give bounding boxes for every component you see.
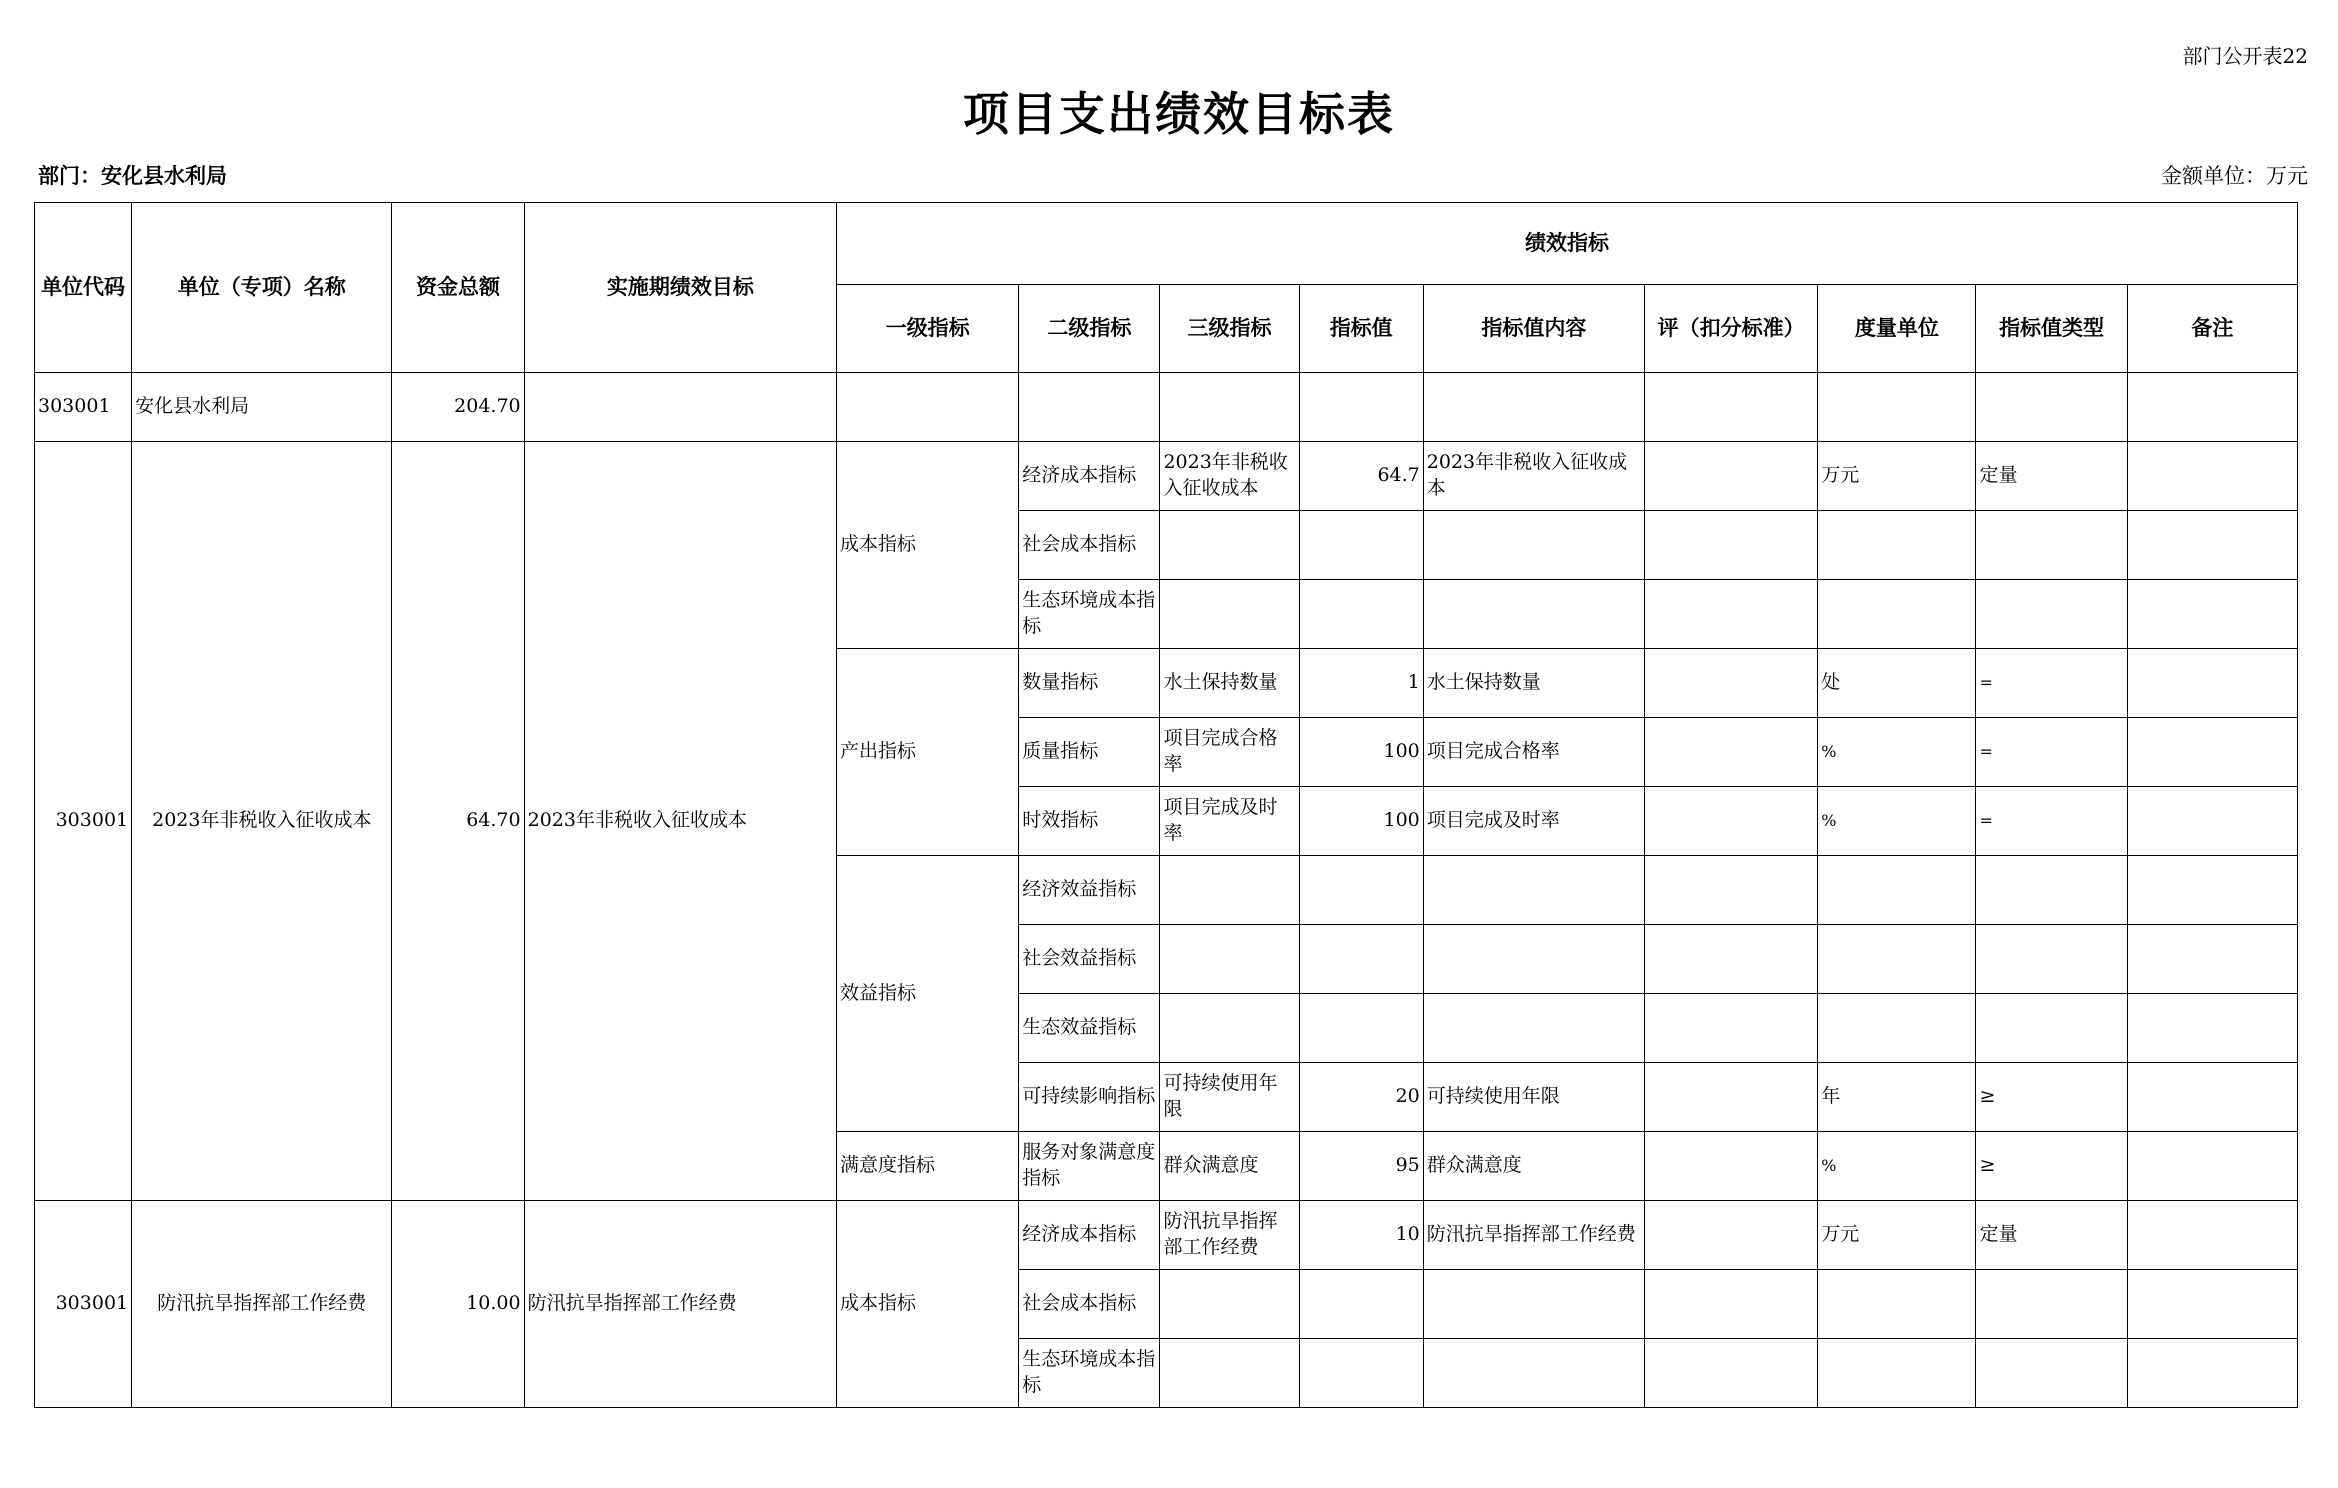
- remark-cell: [2127, 1270, 2297, 1339]
- level3-cell: [1160, 994, 1299, 1063]
- value-cell: 95: [1299, 1132, 1423, 1201]
- level1-cell: 成本指标: [837, 442, 1019, 649]
- empty-cell: [837, 373, 1019, 442]
- header-value: 指标值: [1299, 285, 1423, 373]
- measure-cell: 年: [1818, 1063, 1976, 1132]
- level3-cell: 项目完成合格率: [1160, 718, 1299, 787]
- measure-cell: %: [1818, 787, 1976, 856]
- summary-code: 303001: [35, 373, 132, 442]
- remark-cell: [2127, 994, 2297, 1063]
- project-goal: 防汛抗旱指挥部工作经费: [524, 1201, 836, 1408]
- measure-cell: [1818, 1339, 1976, 1408]
- level3-cell: 防汛抗旱指挥部工作经费: [1160, 1201, 1299, 1270]
- department-label: 部门：安化县水利局: [38, 163, 227, 188]
- vtype-cell: [1976, 1339, 2127, 1408]
- level3-cell: [1160, 925, 1299, 994]
- value-cell: [1299, 1270, 1423, 1339]
- header-name: 单位（专项）名称: [132, 203, 392, 373]
- vtype-cell: =: [1976, 787, 2127, 856]
- vtype-cell: =: [1976, 718, 2127, 787]
- level2-cell: 可持续影响指标: [1019, 1063, 1160, 1132]
- remark-cell: [2127, 580, 2297, 649]
- level3-cell: 可持续使用年限: [1160, 1063, 1299, 1132]
- content-cell: 防汛抗旱指挥部工作经费: [1423, 1201, 1644, 1270]
- measure-cell: 处: [1818, 649, 1976, 718]
- content-cell: [1423, 994, 1644, 1063]
- vtype-cell: [1976, 925, 2127, 994]
- level2-cell: 生态效益指标: [1019, 994, 1160, 1063]
- score-cell: [1645, 718, 1818, 787]
- project-code: 303001: [35, 442, 132, 1201]
- header-performance: 绩效指标: [837, 203, 2298, 285]
- empty-cell: [1019, 373, 1160, 442]
- score-cell: [1645, 787, 1818, 856]
- level3-cell: 2023年非税收入征收成本: [1160, 442, 1299, 511]
- header-total: 资金总额: [392, 203, 524, 373]
- header-level3: 三级指标: [1160, 285, 1299, 373]
- empty-cell: [1818, 373, 1976, 442]
- measure-cell: [1818, 925, 1976, 994]
- vtype-cell: =: [1976, 649, 2127, 718]
- remark-cell: [2127, 511, 2297, 580]
- level2-cell: 服务对象满意度指标: [1019, 1132, 1160, 1201]
- level2-cell: 经济效益指标: [1019, 856, 1160, 925]
- level3-cell: 水土保持数量: [1160, 649, 1299, 718]
- content-cell: 可持续使用年限: [1423, 1063, 1644, 1132]
- remark-cell: [2127, 1063, 2297, 1132]
- value-cell: [1299, 580, 1423, 649]
- level2-cell: 经济成本指标: [1019, 1201, 1160, 1270]
- vtype-cell: [1976, 1270, 2127, 1339]
- score-cell: [1645, 856, 1818, 925]
- score-cell: [1645, 1132, 1818, 1201]
- form-number: 部门公开表22: [2182, 44, 2308, 68]
- remark-cell: [2127, 442, 2297, 511]
- level1-cell: 成本指标: [837, 1201, 1019, 1408]
- project-total: 10.00: [392, 1201, 524, 1408]
- value-cell: 100: [1299, 787, 1423, 856]
- value-cell: [1299, 925, 1423, 994]
- header-remark: 备注: [2127, 285, 2297, 373]
- remark-cell: [2127, 787, 2297, 856]
- empty-cell: [2127, 373, 2297, 442]
- project-code: 303001: [35, 1201, 132, 1408]
- score-cell: [1645, 1339, 1818, 1408]
- level3-cell: [1160, 580, 1299, 649]
- remark-cell: [2127, 718, 2297, 787]
- level2-cell: 生态环境成本指标: [1019, 580, 1160, 649]
- empty-cell: [1299, 373, 1423, 442]
- remark-cell: [2127, 856, 2297, 925]
- remark-cell: [2127, 925, 2297, 994]
- level1-cell: 产出指标: [837, 649, 1019, 856]
- empty-cell: [1976, 373, 2127, 442]
- level2-cell: 社会成本指标: [1019, 511, 1160, 580]
- score-cell: [1645, 925, 1818, 994]
- project-total: 64.70: [392, 442, 524, 1201]
- content-cell: 项目完成合格率: [1423, 718, 1644, 787]
- vtype-cell: 定量: [1976, 1201, 2127, 1270]
- measure-cell: 万元: [1818, 442, 1976, 511]
- vtype-cell: [1976, 580, 2127, 649]
- vtype-cell: [1976, 511, 2127, 580]
- level3-cell: [1160, 856, 1299, 925]
- level2-cell: 时效指标: [1019, 787, 1160, 856]
- vtype-cell: [1976, 994, 2127, 1063]
- score-cell: [1645, 1063, 1818, 1132]
- value-cell: [1299, 994, 1423, 1063]
- vtype-cell: ≥: [1976, 1063, 2127, 1132]
- remark-cell: [2127, 1132, 2297, 1201]
- measure-cell: [1818, 511, 1976, 580]
- content-cell: [1423, 856, 1644, 925]
- level3-cell: [1160, 1270, 1299, 1339]
- header-score: 评（扣分标准）: [1645, 285, 1818, 373]
- score-cell: [1645, 580, 1818, 649]
- value-cell: [1299, 856, 1423, 925]
- level3-cell: [1160, 1339, 1299, 1408]
- empty-cell: [1423, 373, 1644, 442]
- header-level2: 二级指标: [1019, 285, 1160, 373]
- score-cell: [1645, 649, 1818, 718]
- level2-cell: 数量指标: [1019, 649, 1160, 718]
- header-vtype: 指标值类型: [1976, 285, 2127, 373]
- score-cell: [1645, 511, 1818, 580]
- measure-cell: [1818, 856, 1976, 925]
- value-cell: 64.7: [1299, 442, 1423, 511]
- vtype-cell: 定量: [1976, 442, 2127, 511]
- level2-cell: 生态环境成本指标: [1019, 1339, 1160, 1408]
- content-cell: [1423, 1270, 1644, 1339]
- empty-cell: [1645, 373, 1818, 442]
- empty-cell: [524, 373, 836, 442]
- content-cell: [1423, 580, 1644, 649]
- value-cell: 1: [1299, 649, 1423, 718]
- remark-cell: [2127, 1339, 2297, 1408]
- empty-cell: [1160, 373, 1299, 442]
- measure-cell: %: [1818, 718, 1976, 787]
- table-row: [35, 1201, 2298, 1270]
- page-title: 项目支出绩效目标表: [963, 87, 1395, 141]
- measure-cell: [1818, 580, 1976, 649]
- header-content: 指标值内容: [1423, 285, 1644, 373]
- content-cell: 项目完成及时率: [1423, 787, 1644, 856]
- header-code: 单位代码: [35, 203, 132, 373]
- header-goal: 实施期绩效目标: [524, 203, 836, 373]
- vtype-cell: ≥: [1976, 1132, 2127, 1201]
- score-cell: [1645, 1270, 1818, 1339]
- level2-cell: 社会效益指标: [1019, 925, 1160, 994]
- project-name: 防汛抗旱指挥部工作经费: [132, 1201, 392, 1408]
- value-cell: [1299, 1339, 1423, 1408]
- level2-cell: 社会成本指标: [1019, 1270, 1160, 1339]
- score-cell: [1645, 442, 1818, 511]
- header-measure: 度量单位: [1818, 285, 1976, 373]
- measure-cell: 万元: [1818, 1201, 1976, 1270]
- measure-cell: %: [1818, 1132, 1976, 1201]
- value-cell: 20: [1299, 1063, 1423, 1132]
- level2-cell: 经济成本指标: [1019, 442, 1160, 511]
- level1-cell: 效益指标: [837, 856, 1019, 1132]
- project-goal: 2023年非税收入征收成本: [524, 442, 836, 1201]
- remark-cell: [2127, 1201, 2297, 1270]
- project-name: 2023年非税收入征收成本: [132, 442, 392, 1201]
- content-cell: 水土保持数量: [1423, 649, 1644, 718]
- remark-cell: [2127, 649, 2297, 718]
- level3-cell: 项目完成及时率: [1160, 787, 1299, 856]
- content-cell: [1423, 925, 1644, 994]
- level3-cell: [1160, 511, 1299, 580]
- value-cell: 100: [1299, 718, 1423, 787]
- amount-unit-label: 金额单位：万元: [2161, 164, 2308, 188]
- table-row: [35, 442, 2298, 511]
- level3-cell: 群众满意度: [1160, 1132, 1299, 1201]
- performance-target-table: [34, 202, 2298, 1408]
- table-row: [35, 373, 2298, 442]
- summary-total: 204.70: [392, 373, 524, 442]
- content-cell: [1423, 511, 1644, 580]
- level2-cell: 质量指标: [1019, 718, 1160, 787]
- content-cell: 2023年非税收入征收成本: [1423, 442, 1644, 511]
- summary-name: 安化县水利局: [132, 373, 392, 442]
- level1-cell: 满意度指标: [837, 1132, 1019, 1201]
- content-cell: [1423, 1339, 1644, 1408]
- value-cell: [1299, 511, 1423, 580]
- vtype-cell: [1976, 856, 2127, 925]
- measure-cell: [1818, 994, 1976, 1063]
- header-level1: 一级指标: [837, 285, 1019, 373]
- score-cell: [1645, 994, 1818, 1063]
- measure-cell: [1818, 1270, 1976, 1339]
- value-cell: 10: [1299, 1201, 1423, 1270]
- content-cell: 群众满意度: [1423, 1132, 1644, 1201]
- score-cell: [1645, 1201, 1818, 1270]
- header-row: [35, 203, 2298, 285]
